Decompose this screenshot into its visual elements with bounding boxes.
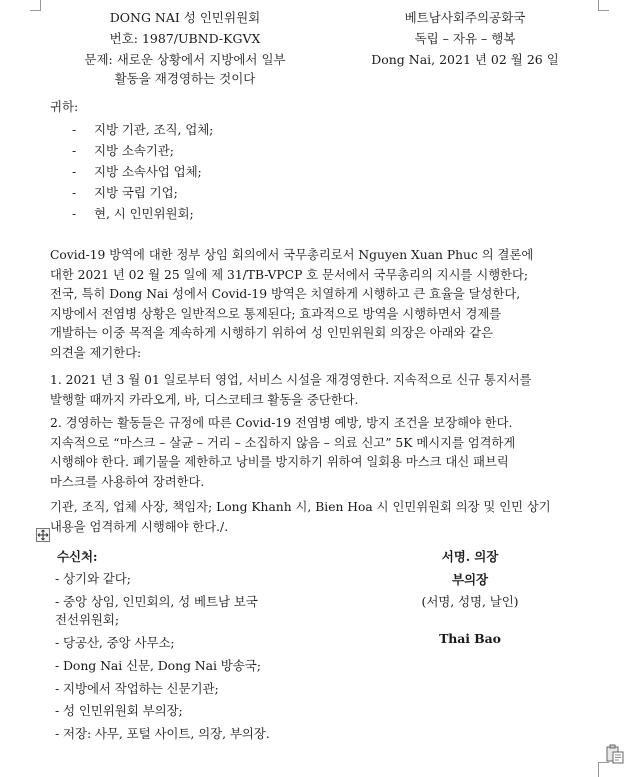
dash: - (72, 164, 77, 179)
move-handle-icon[interactable] (36, 528, 50, 542)
agency-name: DONG NAI 성 인민위원회 (109, 10, 261, 25)
signature-note: (서명, 성명, 날인) (421, 594, 519, 609)
paste-options-icon[interactable] (606, 744, 624, 764)
addressee-item: - 지방 소속사업 업체; (72, 162, 202, 182)
signature-title: 서명. 의장 (441, 549, 499, 564)
country-name: 베트남사회주의공화국 (404, 10, 526, 25)
recipients-title: 수신처: (57, 549, 98, 564)
dash: - (72, 122, 77, 137)
addressee-label: 귀하: (50, 99, 79, 114)
recipient-item: - 저장: 사무, 포털 사이트, 의장, 부의장. (55, 726, 270, 741)
recipient-item: 전선위원회; (55, 612, 119, 627)
closing-paragraph: 기관, 조직, 업체 사장, 책임자; Long Khanh 시, Bien Hoa 시 인민위원회 의장 및 인민 상기 내용을 엄격하게 시행해야 한다./. (50, 500, 551, 534)
addressee-item: - 지방 기관, 조직, 업체; (72, 120, 213, 140)
recipient-item: - 성 인민위원회 부의장; (55, 703, 183, 718)
intro-paragraph: Covid-19 방역에 대한 정부 상임 회의에서 국무총리로서 Nguyen Xuan Phuc 의 결론에 대한 2021 년 02 월 25 일에 제 31/TB-VPCP 호 문서에서 국무총리의 지시를 시행한다; 전국, 특히 Dong Nai 성에서 Covid-19 방역은 치열하게 시행하고 큰 효율을 달성한다, 지방에서 전염병 상황은 일반적으로 통제된다; 효과적으로 방역을 시행하면서 경제를 개발하는 이중 목적을 계속하게 시행하기 위하여 성 인민위원회 의장은 아래와 같은 의견을 제기한다: (50, 248, 534, 360)
point-2-paragraph: 2. 경영하는 활동들은 규정에 따른 Covid-19 전염병 예방, 방지 조건을 보장해야 한다. 지속적으로 “마스크 – 살균 – 거리 – 소집하지 않음 – 의료 신고” 5K 메시지를 엄격하게 시행해야 한다. 폐기물을 제한하고 낭비를 방지하기 위하여 일회용 마스크 대신 패브릭 마스크를 사용하여 장려한다. (50, 416, 516, 489)
dash: - (72, 185, 77, 200)
place-date: Dong Nai, 2021 년 02 월 26 일 (371, 52, 559, 67)
dash: - (72, 143, 77, 158)
recipient-item: - 상기와 같다; (55, 571, 131, 586)
signer-name: Thai Bao (439, 630, 501, 646)
national-motto: 독립 – 자유 – 행복 (414, 31, 516, 46)
crop-mark-bottom-right (598, 762, 609, 777)
point-1-paragraph: 1. 2021 년 3 월 01 일로부터 영업, 서비스 시설을 재경영한다. 지속적으로 신규 통지서를 발행할 때까지 카라오게, 바, 디스코테크 활동을 중단한다. (50, 373, 532, 407)
crop-mark-top-left (30, 0, 41, 11)
recipient-item: - 당공산, 중앙 사무소; (55, 635, 175, 650)
addressee-item: - 현, 시 인민위원회; (72, 204, 194, 224)
document-number: 번호: 1987/UBND-KGVX (109, 31, 261, 46)
signature-subtitle: 부의장 (452, 571, 488, 587)
header-left (60, 8, 310, 88)
addressee-item: - 지방 국립 기업; (72, 183, 178, 203)
header-right (330, 8, 600, 69)
recipient-item: - Dong Nai 신문, Dong Nai 방송국; (55, 658, 261, 673)
dash: - (72, 206, 77, 221)
subject-line-2: 활동을 재경영하는 것이다 (114, 71, 256, 86)
addressee-item: - 지방 소속기관; (72, 141, 174, 161)
subject-line-1: 문제: 새로운 상황에서 지방에서 일부 (84, 52, 286, 67)
signature-block (380, 547, 560, 648)
recipient-item: - 중앙 상임, 인민회의, 성 베트남 보국 (55, 594, 258, 609)
recipient-item: - 지방에서 작업하는 신문기관; (55, 681, 219, 696)
